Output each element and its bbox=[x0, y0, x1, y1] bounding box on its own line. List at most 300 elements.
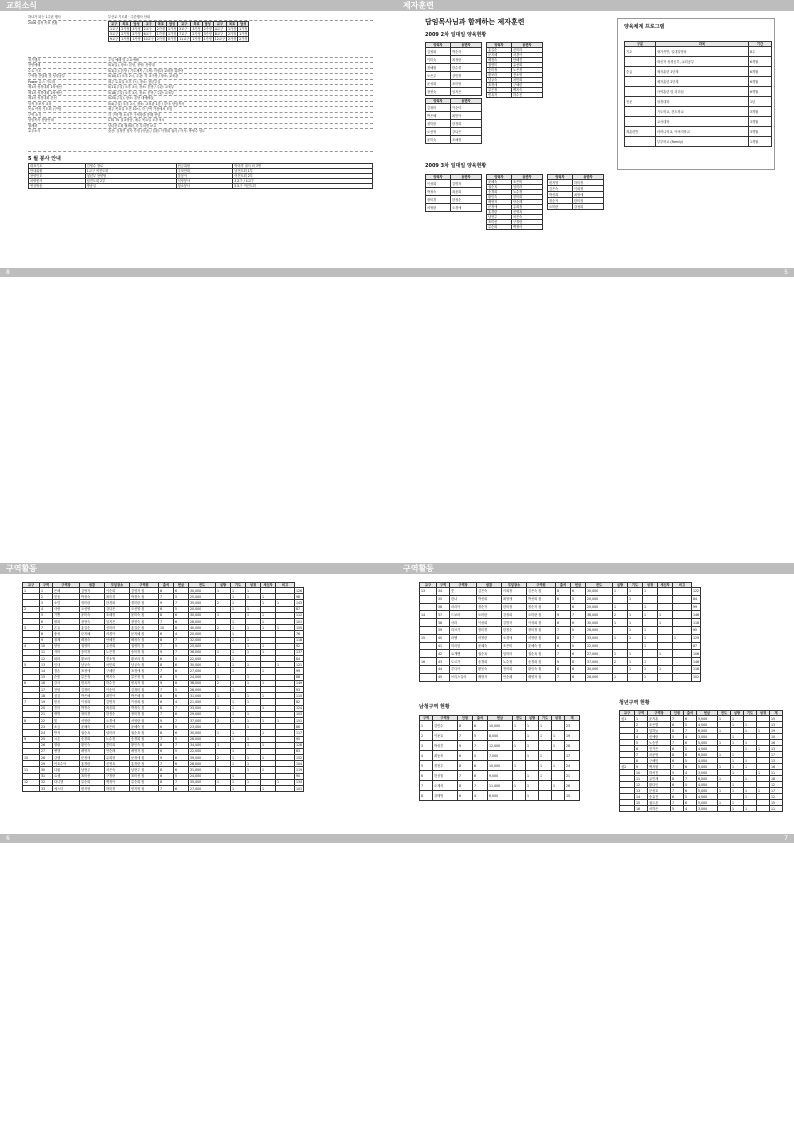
table-cell: 정미란 집 bbox=[130, 600, 159, 606]
table-cell: 115 bbox=[296, 693, 303, 698]
table-cell: 1 bbox=[526, 741, 539, 751]
table-cell bbox=[539, 791, 552, 801]
table-cell: 박정숙 bbox=[80, 594, 105, 600]
table-cell: 노수정 bbox=[502, 658, 527, 666]
district-table-right bbox=[419, 582, 701, 682]
table-cell: 1 bbox=[231, 748, 246, 754]
table-cell: 요셉 bbox=[53, 773, 80, 779]
table-cell: 조은별 bbox=[648, 722, 671, 728]
table-cell: 7 bbox=[159, 711, 174, 717]
table-cell: 배영자 bbox=[80, 748, 105, 754]
column-header: 출석 bbox=[159, 583, 174, 588]
table-cell: 6 bbox=[159, 724, 174, 730]
table-cell: 신예린 bbox=[648, 734, 671, 740]
table-cell: 4 bbox=[174, 631, 189, 637]
table-cell: 6,000 bbox=[697, 752, 718, 758]
table-cell: 3교구 / 4교구 bbox=[233, 179, 373, 184]
table-cell: 1 bbox=[216, 588, 231, 594]
table-cell: 1 bbox=[744, 758, 757, 764]
table-cell: 1 bbox=[673, 634, 692, 642]
table-cell: 25,000 bbox=[189, 643, 216, 649]
table-cell: 백지숙 bbox=[512, 88, 543, 93]
table-cell: 36,000 bbox=[586, 611, 613, 619]
column-header: 심방 bbox=[731, 711, 744, 716]
table-cell: 최정란 bbox=[451, 56, 482, 64]
table-cell: 황보라 bbox=[487, 73, 512, 78]
table-cell: 1 bbox=[513, 781, 526, 791]
young-adult-table bbox=[619, 710, 783, 812]
table-cell: 방송실 bbox=[85, 184, 176, 189]
table-row bbox=[625, 47, 772, 57]
table-cell: 7 bbox=[684, 776, 697, 782]
column-header: 기도 bbox=[231, 583, 246, 588]
column-header: 구역장 bbox=[53, 583, 80, 588]
table-cell: 7 bbox=[684, 728, 697, 734]
table-cell: 1 bbox=[731, 716, 744, 722]
column-header: 헌금 bbox=[571, 583, 586, 588]
table-cell bbox=[420, 650, 437, 658]
table-cell: 7 bbox=[671, 716, 684, 722]
news-row bbox=[28, 129, 373, 152]
table-cell: 문정애 bbox=[80, 755, 105, 761]
table-cell: 5,000 bbox=[697, 764, 718, 770]
table-row bbox=[548, 204, 604, 210]
table-cell bbox=[613, 642, 628, 650]
table-cell: 최민아 bbox=[105, 693, 130, 699]
table-cell: 1 bbox=[731, 722, 744, 728]
table-cell: 128 bbox=[296, 743, 303, 748]
table-cell: 한경희 bbox=[105, 600, 130, 606]
table-cell: 1 bbox=[643, 603, 658, 611]
table-cell: 유민재 bbox=[648, 776, 671, 782]
news-label: 제1차 성경대회 본선 bbox=[28, 96, 57, 100]
table-cell: 권영미 bbox=[80, 643, 105, 649]
table-cell: 6,000 bbox=[697, 776, 718, 782]
news-value: 5/4(주일) 오후 2시, 장소: 교육관 1층 / 강사: 담임목사 bbox=[108, 101, 185, 106]
table-cell: 박선희 bbox=[548, 192, 573, 198]
table-cell bbox=[643, 595, 658, 603]
table-cell: 문정애 bbox=[487, 205, 512, 210]
table-row bbox=[420, 650, 701, 658]
table-cell: 노은경 bbox=[512, 68, 543, 73]
table-cell: 이순희 bbox=[105, 588, 130, 594]
table-cell: 1가정 bbox=[203, 36, 212, 41]
table-cell: 1 bbox=[718, 788, 731, 794]
table-cell: 온유 bbox=[53, 625, 80, 631]
table-cell: 김명자 bbox=[105, 699, 130, 705]
table-cell: 1 bbox=[246, 625, 261, 631]
table-cell: 1 bbox=[216, 705, 231, 711]
table-cell: 1 bbox=[613, 673, 628, 681]
table-cell: 오경애 bbox=[502, 634, 527, 642]
table-cell: 1 bbox=[246, 717, 261, 723]
column-header: 기도 bbox=[539, 716, 552, 721]
table-cell: 1 bbox=[231, 618, 246, 624]
youth-table bbox=[419, 715, 580, 801]
table-cell bbox=[673, 626, 692, 634]
table-cell: 6,000 bbox=[697, 728, 718, 734]
table-cell: 1 bbox=[216, 662, 231, 668]
table-cell bbox=[420, 673, 437, 681]
column-header: 계 bbox=[565, 716, 580, 721]
table-cell: 15 bbox=[420, 634, 437, 642]
table-cell: 1 bbox=[261, 680, 276, 686]
table-row bbox=[420, 619, 701, 627]
table-cell: 변지영 bbox=[548, 180, 573, 186]
table-cell: 24 bbox=[565, 761, 580, 771]
table-cell: 2 bbox=[216, 717, 231, 723]
news-label: 월례회 bbox=[28, 123, 38, 128]
table-cell: 류순희 집 bbox=[130, 779, 159, 785]
column-header: 전도 bbox=[513, 716, 526, 721]
table-cell: 전소영 bbox=[105, 656, 130, 662]
table-cell: 1 bbox=[231, 649, 246, 655]
table-cell: 20,000 bbox=[189, 606, 216, 612]
table-cell: 1 bbox=[744, 776, 757, 782]
table-cell: 40,000 bbox=[189, 625, 216, 631]
table-cell: 김영수 장로 bbox=[85, 164, 176, 169]
table-cell: 류은정 bbox=[487, 88, 512, 93]
table-cell bbox=[658, 603, 673, 611]
column-header: 동반자 bbox=[573, 175, 604, 180]
table-cell: 1 bbox=[276, 779, 295, 785]
table-cell: 서영란 집 bbox=[527, 634, 556, 642]
news-label: 찬양예배 bbox=[28, 63, 41, 67]
table-cell: 영상방송 bbox=[29, 184, 86, 189]
table-cell: 4교구 bbox=[213, 26, 226, 31]
table-cell: 8 bbox=[40, 631, 53, 637]
table-cell: 1 bbox=[718, 800, 731, 806]
table-cell: 37 bbox=[437, 611, 450, 619]
table-cell: 1 bbox=[231, 680, 246, 686]
column-header: 동반자 bbox=[451, 43, 482, 48]
table-cell: 26,000 bbox=[586, 626, 613, 634]
table-cell: 2 bbox=[40, 594, 53, 600]
table-cell: 4,000 bbox=[697, 782, 718, 788]
table-cell: 노승현 bbox=[648, 740, 671, 746]
table-cell: 5 bbox=[174, 594, 189, 600]
table-cell: 1 bbox=[552, 741, 565, 751]
table-cell: 5 bbox=[174, 748, 189, 754]
table-cell: 5,000 bbox=[697, 740, 718, 746]
table-cell: 6 bbox=[174, 693, 189, 699]
table-cell: 6 bbox=[174, 730, 189, 736]
table-cell: 2 bbox=[216, 600, 231, 606]
table-cell: 1 bbox=[731, 770, 744, 776]
table-cell: 차은숙 bbox=[512, 215, 543, 220]
table-cell: 권순옥 bbox=[80, 730, 105, 736]
table-row bbox=[420, 771, 580, 781]
table-cell: 4,000 bbox=[697, 794, 718, 800]
table-cell: 변옥자 집 bbox=[130, 680, 159, 686]
table-cell: 1 bbox=[613, 619, 628, 627]
table-cell: 장미경 집 bbox=[130, 711, 159, 717]
table-cell: 전미희 bbox=[105, 742, 130, 748]
table-cell: 변옥자 bbox=[487, 93, 512, 98]
table-cell: 제자훈련 2단계 bbox=[656, 77, 749, 87]
table-cell: 2가정 bbox=[121, 26, 130, 31]
table-cell: 하수진 bbox=[105, 680, 130, 686]
table-cell: 1 bbox=[216, 779, 231, 785]
table-cell: 제자훈련 1단계 bbox=[656, 67, 749, 77]
table-cell: 7 bbox=[174, 637, 189, 643]
table-cell: 11 bbox=[635, 776, 648, 782]
table-cell: 76 bbox=[295, 631, 304, 637]
table-cell: 6개월 bbox=[749, 87, 772, 97]
table-cell: 34,000 bbox=[189, 742, 216, 748]
table-cell: 95 bbox=[692, 626, 701, 634]
table-cell: 15 bbox=[770, 800, 783, 806]
table-cell: 장미경 bbox=[477, 626, 502, 634]
news-value: 5/11(주일) 오후 3시, 장소: 본당 / 주관: 교육부 bbox=[108, 85, 175, 89]
table-cell: 배정숙 bbox=[487, 58, 512, 63]
table-cell: 1 bbox=[231, 594, 246, 600]
column-header: 달성 bbox=[166, 21, 177, 26]
table-cell: 118 bbox=[296, 638, 303, 643]
table-cell: 6 bbox=[159, 748, 174, 754]
table-cell: 1가정 bbox=[227, 26, 237, 31]
table-cell: 오경애 bbox=[451, 204, 482, 212]
page-footer bbox=[397, 834, 794, 843]
table-cell bbox=[216, 786, 231, 792]
table-cell: 김영자 bbox=[80, 588, 105, 594]
table-cell: 1 bbox=[246, 680, 261, 686]
table-cell: 1 bbox=[628, 665, 643, 673]
pair-block bbox=[425, 98, 482, 144]
table-cell bbox=[658, 588, 673, 596]
column-header: 구역장 bbox=[450, 583, 477, 588]
table-cell: 믿음 bbox=[53, 594, 80, 600]
section-header: 교회소식 bbox=[0, 0, 397, 11]
table-cell: 1 bbox=[658, 665, 673, 673]
table-cell: 1 bbox=[246, 588, 261, 594]
table-cell: 라헬 bbox=[450, 634, 477, 642]
table-cell: 36 bbox=[437, 603, 450, 611]
table-cell: 1 bbox=[261, 786, 276, 792]
table-cell: 찬양인도 bbox=[29, 174, 86, 179]
table-cell: 1 bbox=[658, 619, 673, 627]
table-cell: 6 bbox=[556, 595, 571, 603]
table-row bbox=[420, 791, 580, 801]
table-cell: 3개월 bbox=[749, 117, 772, 127]
table-cell: 1 bbox=[246, 643, 261, 649]
pairing-tables-2 bbox=[425, 42, 605, 160]
table-cell: 35,000 bbox=[189, 600, 216, 606]
table-cell: 소망 bbox=[53, 600, 80, 606]
table-cell: 10,000 bbox=[488, 721, 513, 731]
table-cell: 찬양 bbox=[53, 687, 80, 693]
table-cell: 1 bbox=[718, 752, 731, 758]
table-cell: 구정란 bbox=[105, 773, 130, 779]
table-cell: 박은혜 집 bbox=[130, 693, 159, 699]
section-header: 구역활동 bbox=[0, 563, 397, 574]
table-cell: 17 bbox=[770, 788, 783, 794]
pair-table bbox=[425, 174, 482, 212]
table-cell: 9교구 bbox=[110, 36, 119, 41]
table-cell: 30,000 bbox=[189, 662, 216, 668]
table-cell: 1 bbox=[261, 594, 276, 600]
table-cell: 27,000 bbox=[189, 786, 216, 792]
table-cell: 7 bbox=[159, 618, 174, 624]
table-cell: 11교구 bbox=[179, 36, 190, 41]
news-label: 하나가 되는 1주년 행사 bbox=[28, 15, 61, 19]
news-label: 구역장 간담회 및 성경공부 bbox=[28, 74, 65, 78]
table-cell: 5 bbox=[684, 794, 697, 800]
table-cell: 1 bbox=[261, 767, 276, 773]
table-cell: 권영미 bbox=[487, 63, 512, 68]
table-cell: 1 bbox=[628, 650, 643, 658]
table-cell: 1 bbox=[658, 650, 673, 658]
table-cell: 6 bbox=[174, 761, 189, 767]
table-cell: 8 bbox=[174, 680, 189, 686]
table-cell: 전미희 bbox=[512, 195, 543, 200]
table-cell: 1 bbox=[246, 711, 261, 717]
table-cell: 교사대학 bbox=[656, 117, 749, 127]
table-cell: 1 bbox=[628, 626, 643, 634]
table-cell: 신영옥 bbox=[512, 210, 543, 215]
table-cell: 8 bbox=[159, 767, 174, 773]
table-cell: 6 bbox=[635, 746, 648, 752]
table-cell: 1 bbox=[643, 611, 658, 619]
table-cell: 오경애 bbox=[105, 717, 130, 723]
table-cell: 5 bbox=[684, 746, 697, 752]
table-row bbox=[420, 751, 580, 761]
table-cell bbox=[757, 806, 770, 812]
table-cell: 7 bbox=[159, 594, 174, 600]
table-cell: 5 bbox=[671, 806, 684, 812]
table-cell: 122 bbox=[693, 589, 700, 594]
table-cell: 배정숙 bbox=[80, 637, 105, 643]
table-cell: 브리스길라 bbox=[450, 673, 477, 681]
table-cell: 청년부 찬양팀 bbox=[85, 174, 176, 179]
table-cell: 2가정 bbox=[156, 36, 165, 41]
duty-title: 5 월 봉사 안내 bbox=[28, 156, 61, 162]
table-cell: 1 bbox=[420, 721, 433, 731]
pair-table bbox=[486, 174, 543, 230]
table-row bbox=[426, 104, 482, 112]
table-cell: 31 bbox=[40, 773, 53, 779]
table-cell: 박은혜 bbox=[426, 112, 451, 120]
table-cell: 6 bbox=[473, 771, 488, 781]
table-cell: 1 bbox=[731, 764, 744, 770]
table-cell: 오재석 bbox=[433, 781, 458, 791]
table-cell: 1가정 bbox=[132, 36, 141, 41]
table-cell: 6 bbox=[671, 782, 684, 788]
column-header: 심방 bbox=[216, 583, 231, 588]
table-cell: 최미경 bbox=[105, 594, 130, 600]
table-cell: 9 bbox=[159, 755, 174, 761]
table-row bbox=[426, 64, 482, 72]
table-cell: 안순례 bbox=[502, 673, 527, 681]
table-cell: 배정숙 집 bbox=[130, 637, 159, 643]
table-cell: 7,000 bbox=[488, 751, 513, 761]
table-cell: 조미영 bbox=[451, 80, 482, 88]
table-cell: 남현주 집 bbox=[130, 767, 159, 773]
news-label: 제1차 성경대회 1차예선 bbox=[28, 85, 62, 89]
table-cell: 박정숙 집 bbox=[130, 705, 159, 711]
table-cell: 1 bbox=[552, 731, 565, 741]
table-cell bbox=[673, 588, 692, 596]
table-cell: 자비 bbox=[53, 649, 80, 655]
table-cell: 여전도회 2부 bbox=[233, 174, 373, 179]
table-cell: 변지영 bbox=[80, 786, 105, 792]
table-cell: 송미정 집 bbox=[130, 649, 159, 655]
table-cell: 6 bbox=[174, 618, 189, 624]
table-cell: 사역훈련 및 리더십 bbox=[656, 87, 749, 97]
table-cell: 1 bbox=[744, 806, 757, 812]
table-cell: 1 bbox=[731, 788, 744, 794]
table-cell: 1 bbox=[757, 728, 770, 734]
table-cell: 5 bbox=[635, 740, 648, 746]
table-cell: 박정숙 bbox=[426, 188, 451, 196]
page-title: 담임목사님과 함께하는 제자훈련 bbox=[425, 18, 525, 26]
table-cell: 1 bbox=[261, 755, 276, 761]
table-cell: 10 bbox=[40, 643, 53, 649]
table-cell: 13 bbox=[635, 788, 648, 794]
table-cell: 16 bbox=[40, 680, 53, 686]
table-cell: 32,000 bbox=[189, 637, 216, 643]
table-cell: 3가정 bbox=[132, 26, 141, 31]
table-cell: 6 bbox=[684, 788, 697, 794]
pair-block bbox=[425, 42, 482, 96]
table-cell: 김영희 bbox=[426, 48, 451, 56]
table-cell: 104 bbox=[296, 761, 303, 766]
column-header: 새신자 bbox=[658, 583, 673, 588]
table-cell: 황인숙 bbox=[487, 195, 512, 200]
table-cell: 3개월 bbox=[749, 107, 772, 117]
table-cell: 1 bbox=[718, 728, 731, 734]
table-cell bbox=[643, 619, 658, 627]
table-cell: 어머니학교, 아버지학교 bbox=[656, 127, 749, 137]
table-cell: 1 bbox=[231, 699, 246, 705]
table-cell: 6 bbox=[671, 722, 684, 728]
table-cell: 1 bbox=[246, 594, 261, 600]
table-cell: 7 bbox=[23, 699, 40, 705]
table-cell: 2 bbox=[635, 722, 648, 728]
table-cell: 배영자 집 bbox=[527, 673, 556, 681]
news-value: 5/25(주일), 장소: 본당 대예배실 bbox=[108, 96, 154, 100]
table-row bbox=[620, 806, 783, 812]
table-cell: 6 bbox=[671, 794, 684, 800]
table-cell: 8 bbox=[159, 588, 174, 594]
column-header: 구역장 bbox=[433, 716, 458, 721]
table-cell: 3,000 bbox=[697, 806, 718, 812]
table-cell: 룻 bbox=[450, 588, 477, 596]
table-cell bbox=[673, 595, 692, 603]
table-cell: 윤혜숙 bbox=[80, 724, 105, 730]
table-cell: 26,000 bbox=[189, 687, 216, 693]
table-cell: 최윤희 bbox=[451, 188, 482, 196]
table-cell bbox=[625, 77, 656, 87]
table-cell: 1가정 bbox=[121, 36, 130, 41]
table-cell: 1 bbox=[526, 731, 539, 741]
district-table-left bbox=[22, 582, 304, 792]
table-cell: 루디아 bbox=[450, 665, 477, 673]
table-cell: 117 bbox=[296, 730, 303, 735]
program-box bbox=[617, 18, 775, 170]
table-cell: 감사 bbox=[53, 680, 80, 686]
table-cell: 1 bbox=[731, 752, 744, 758]
table-row bbox=[426, 188, 482, 196]
table-cell: 18 bbox=[40, 693, 53, 699]
table-cell bbox=[420, 665, 437, 673]
table-cell: 14 bbox=[420, 611, 437, 619]
table-cell: 4 bbox=[684, 770, 697, 776]
table-cell: 대표기도 bbox=[29, 164, 86, 169]
table-cell: 2 bbox=[216, 625, 231, 631]
table-row bbox=[625, 87, 772, 97]
table-cell: 149 bbox=[296, 681, 303, 686]
